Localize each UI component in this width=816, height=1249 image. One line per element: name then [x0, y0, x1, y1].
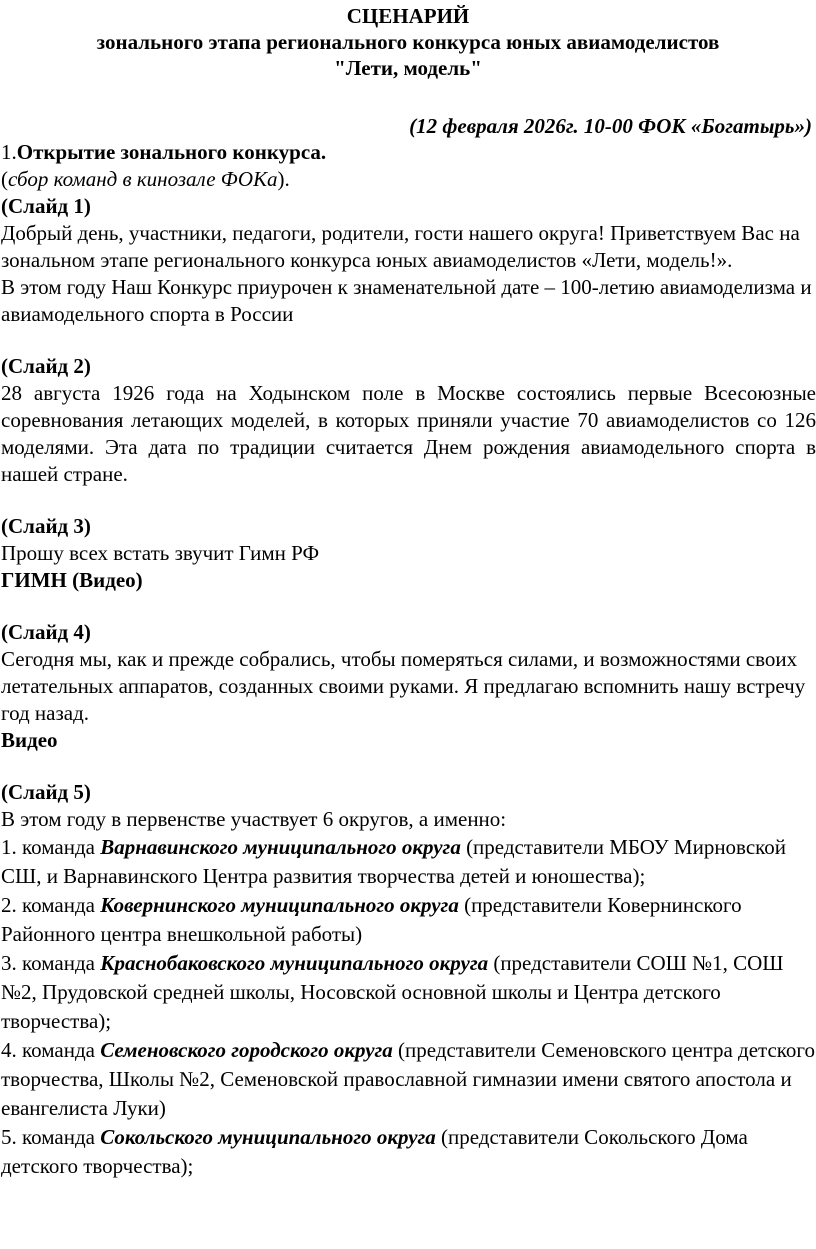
- section-title: Открытие зонального конкурса.: [16, 140, 327, 164]
- slide-2-paragraph: 28 августа 1926 года на Ходынском поле в Москве состоялись первые Всесоюзные соревнования летающих моделей, в которых приняли участие 70 авиамоделистов со 126 моделями. Эта дата по традиции считается Днем рождения авиамодельного спорта в нашей стране.: [1, 381, 816, 486]
- slide-1-paragraph-2: В этом году Наш Конкурс приурочен к знаменательной дате – 100-летию авиамоделизма и авиамодельного спорта в России: [1, 275, 812, 326]
- document-title: СЦЕНАРИЙ: [346, 4, 470, 28]
- document-subtitle-quote: "Лети, модель": [334, 56, 482, 80]
- anthem-video-label: ГИМН (Видео): [1, 568, 143, 592]
- section-note-text: сбор команд в кинозале ФОКа: [8, 167, 278, 191]
- team-name: Сокольского муниципального округа: [100, 1125, 436, 1149]
- slide-2-label: (Слайд 2): [1, 354, 91, 378]
- slide-1-paragraph: Добрый день, участники, педагоги, родители, гости нашего округа! Приветствуем Вас на зональном этапе регионального конкурса юных авиамоделистов «Лети, модель!».: [1, 221, 800, 272]
- event-date: (12 февраля 2026г. 10-00 ФОК «Богатырь»): [409, 114, 812, 138]
- section-note: (сбор команд в кинозале ФОКа).: [1, 167, 290, 191]
- team-list-item: 2. команда Ковернинского муниципального округа (представители Ковернинского Районного центра внешкольной работы): [1, 893, 742, 946]
- slide-3-paragraph: Прошу всех встать звучит Гимн РФ: [1, 541, 320, 565]
- slide-4-label: (Слайд 4): [1, 620, 91, 644]
- team-list-item: 4. команда Семеновского городского округа (представители Семеновского центра детского творчества, Школы №2, Семеновской православной гимназии имени святого апостола и евангелиста Луки): [1, 1038, 816, 1120]
- slide-4-paragraph: Сегодня мы, как и прежде собрались, чтобы померяться силами, и возможностями своих летательных аппаратов, созданных своими руками. Я предлагаю вспомнить нашу встречу год назад.: [1, 647, 806, 725]
- team-name: Краснобаковского муниципального округа: [100, 951, 489, 975]
- video-label: Видео: [1, 728, 58, 752]
- slide-5-intro: В этом году в первенстве участвует 6 округов, а именно:: [1, 807, 507, 831]
- team-name: Семеновского городского округа: [100, 1038, 393, 1062]
- team-list-item: 1. команда Варнавинского муниципального округа (представители МБОУ Мирновской СШ, и Варнавинского Центра развития творчества детей и юношества);: [1, 835, 787, 888]
- slide-5-label: (Слайд 5): [1, 780, 91, 804]
- team-list-item: 3. команда Краснобаковского муниципального округа (представители СОШ №1, СОШ №2, Прудовской средней школы, Носовской основной школы и Центра детского творчества);: [1, 951, 784, 1033]
- team-name: Ковернинского муниципального округа: [100, 893, 459, 917]
- slide-1-label: (Слайд 1): [1, 194, 91, 218]
- team-name: Варнавинского муниципального округа: [100, 835, 461, 859]
- team-list-item: 5. команда Сокольского муниципального округа (представители Сокольского Дома детского творчества);: [1, 1125, 748, 1178]
- document-subtitle: зонального этапа регионального конкурса юных авиамоделистов: [96, 30, 720, 54]
- section-number: 1.: [1, 140, 17, 164]
- slide-3-label: (Слайд 3): [1, 514, 91, 538]
- section-heading: [0, 139, 816, 166]
